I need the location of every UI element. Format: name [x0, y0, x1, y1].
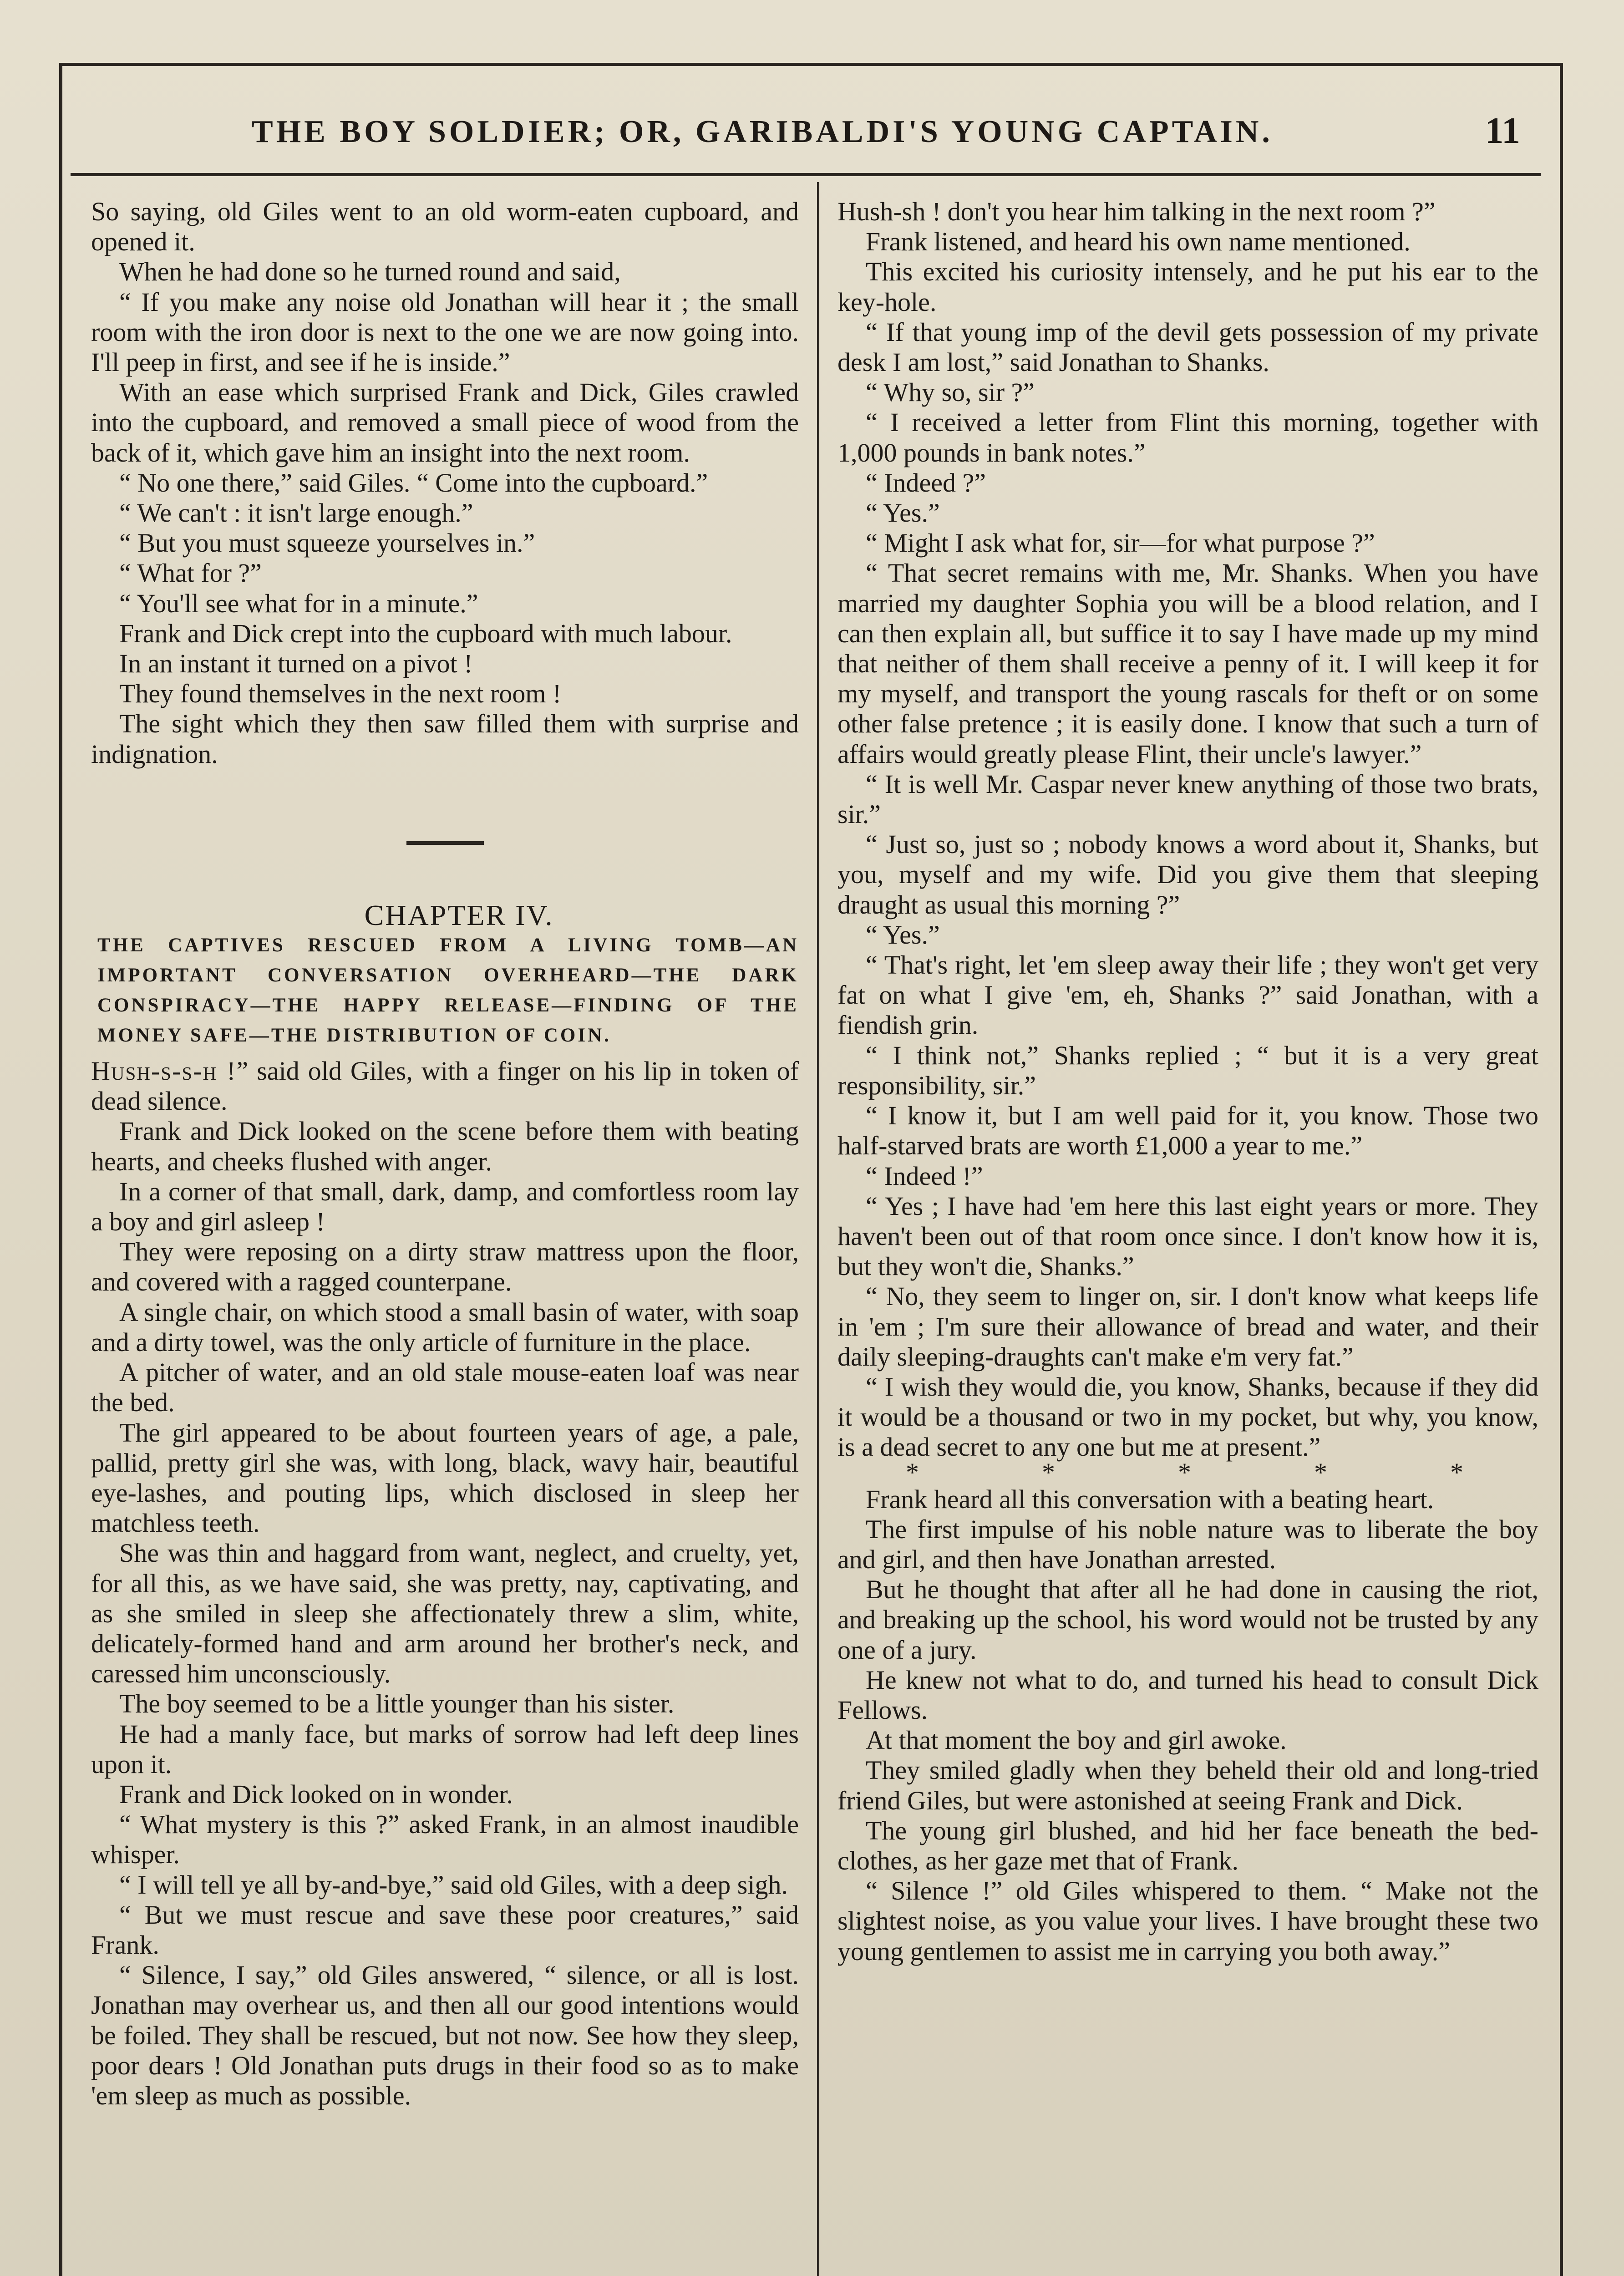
running-title: THE BOY SOLDIER; OR, GARIBALDI'S YOUNG CAPTAIN.: [252, 114, 1273, 149]
paragraph: The girl appeared to be about fourteen years of age, a pale, pallid, pretty girl she was, with long, black, wavy hair, beautiful eye-lashes, and pouting lips, which disclosed in sleep her matchless teeth.: [91, 1417, 799, 1538]
asterisk: *: [1178, 1457, 1191, 1487]
paragraph: “ But we must rescue and save these poor creatures,” said Frank.: [91, 1900, 799, 1960]
paragraph: The first impulse of his noble nature was to liberate the boy and girl, and then have Jonathan arrested.: [837, 1514, 1538, 1574]
column-divider: [817, 182, 819, 2276]
paragraph: In an instant it turned on a pivot !: [119, 649, 473, 679]
opening-rest: ” said old Giles, with a finger on his lip in token of dead silence.: [91, 1056, 799, 1116]
paragraph: “ Silence !” old Giles whispered to them. “ Make not the slightest noise, as you value your lives. I have brought these two young gentlemen to assist me in carrying you both away.”: [837, 1876, 1538, 1966]
header-rule: [71, 173, 1541, 176]
paragraph: He had a manly face, but marks of sorrow had left deep lines upon it.: [91, 1719, 799, 1779]
paragraph: “ If you make any noise old Jonathan will hear it ; the small room with the iron door is next to the one we are now going into. I'll peep in first, and see if he is inside.”: [91, 287, 799, 377]
paragraph: “ But you must squeeze yourselves in.”: [119, 528, 535, 558]
paragraph: “ If that young imp of the devil gets possession of my private desk I am lost,” said Jonathan to Shanks.: [837, 317, 1538, 377]
paragraph: With an ease which surprised Frank and Dick, Giles crawled into the cupboard, and removed a small piece of wood from the back of it, which gave him an insight into the next room.: [91, 377, 799, 467]
paragraph: “ No one there,” said Giles. “ Come into the cupboard.”: [119, 467, 708, 498]
paragraph: “ That's right, let 'em sleep away their life ; they won't get very fat on what I give 'em, eh, Shanks ?” said Jonathan, with a fiendish grin.: [837, 950, 1538, 1040]
paragraph: “ I wish they would die, you know, Shanks, because if they did it would be a thousand or two in my pocket, but why, you know, is a dead secret to any one but me at present.”: [837, 1372, 1538, 1462]
paragraph: Frank and Dick crept into the cupboard with much labour.: [119, 618, 732, 648]
paragraph: Frank listened, and heard his own name mentioned.: [866, 227, 1411, 257]
paragraph: “ It is well Mr. Caspar never knew anything of those two brats, sir.”: [837, 769, 1538, 829]
paragraph: “ Just so, just so ; nobody knows a word about it, Shanks, but you, myself and my wife. Did you give them that sleeping draught as usual this morning ?”: [837, 829, 1538, 920]
paragraph: But he thought that after all he had done in causing the riot, and breaking up the school, his word would not be trusted by any one of a jury.: [837, 1575, 1538, 1665]
asterisk: *: [1314, 1457, 1327, 1487]
paragraph: Frank heard all this conversation with a beating heart.: [866, 1484, 1434, 1514]
paragraph: “ Yes.”: [866, 920, 940, 950]
asterisk: *: [1450, 1457, 1463, 1487]
chapter-heading: CHAPTER IV.: [364, 899, 554, 931]
paragraph: “ I will tell ye all by-and-bye,” said old Giles, with a deep sigh.: [119, 1870, 788, 1900]
page-number: 11: [1485, 110, 1520, 151]
paragraph: So saying, old Giles went to an old worm-eaten cupboard, and opened it.: [91, 197, 799, 257]
paragraph: “ Indeed ?”: [866, 467, 986, 498]
paragraph: The young girl blushed, and hid her face beneath the bed-clothes, as her gaze met that of Frank.: [837, 1815, 1538, 1875]
paragraph: “ I know it, but I am well paid for it, you know. Those two half-starved brats are worth £1,000 a year to me.”: [837, 1101, 1538, 1161]
chapter-opening-paragraph: [91, 1056, 799, 1116]
paragraph: A single chair, on which stood a small basin of water, with soap and a dirty towel, was the only article of furniture in the place.: [91, 1297, 799, 1357]
left-column: [91, 197, 799, 2111]
paragraph: The sight which they then saw filled them with surprise and indignation.: [91, 709, 799, 769]
paragraph: They smiled gladly when they beheld their old and long-tried friend Giles, but were astonished at seeing Frank and Dick.: [837, 1755, 1538, 1815]
paragraph: At that moment the boy and girl awoke.: [866, 1725, 1287, 1755]
paragraph: “ I received a letter from Flint this morning, together with 1,000 pounds in bank notes.”: [837, 407, 1538, 467]
paragraph: “ What for ?”: [119, 558, 262, 588]
asterisk: *: [906, 1457, 919, 1487]
paragraph: “ You'll see what for in a minute.”: [119, 588, 478, 618]
paragraph: This excited his curiosity intensely, and he put his ear to the key-hole.: [837, 257, 1538, 317]
paragraph: Hush-sh ! don't you hear him talking in the next room ?”: [837, 197, 1436, 226]
chapter-summary: THE CAPTIVES RESCUED FROM A LIVING TOMB—AN IMPORTANT CONVERSATION OVERHEARD—THE DARK CONSPIRACY—THE HAPPY RELEASE—FINDING OF THE MONEY SAFE—THE DISTRIBUTION OF COIN.: [97, 935, 799, 1047]
opening-word: Hush-s-s-h !: [91, 1056, 237, 1086]
paragraph: Frank and Dick looked on the scene before them with beating hearts, and cheeks flushed with anger.: [91, 1116, 799, 1176]
right-column: [837, 197, 1538, 1966]
paragraph: “ Yes.”: [866, 498, 940, 528]
section-separator: [406, 841, 484, 845]
running-header: [91, 105, 1538, 159]
paragraph: They found themselves in the next room !: [119, 679, 562, 709]
paragraph: He knew not what to do, and turned his head to consult Dick Fellows.: [837, 1665, 1538, 1725]
paragraph: A pitcher of water, and an old stale mouse-eaten loaf was near the bed.: [91, 1357, 799, 1417]
asterism: [837, 1457, 1538, 1487]
paragraph: “ Might I ask what for, sir—for what purpose ?”: [866, 528, 1375, 558]
paragraph: “ Silence, I say,” old Giles answered, “ silence, or all is lost. Jonathan may overhear us, and then all our good intentions would be foiled. They shall be rescued, but not now. See how they sleep, poor dears ! Old Jonathan puts drugs in their food so as to make 'em sleep as much as possible.: [91, 1960, 799, 2110]
paragraph: “ Indeed !”: [866, 1161, 983, 1191]
paragraph: “ No, they seem to linger on, sir. I don't know what keeps life in 'em ; I'm sure their allowance of bread and water, and their daily sleeping-draughts can't make e'm very fat.”: [837, 1281, 1538, 1372]
paragraph: “ What mystery is this ?” asked Frank, in an almost inaudible whisper.: [91, 1809, 799, 1870]
asterisk: *: [1042, 1457, 1055, 1487]
paragraph: They were reposing on a dirty straw mattress upon the floor, and covered with a ragged counterpane.: [91, 1237, 799, 1297]
paragraph: “ Yes ; I have had 'em here this last eight years or more. They haven't been out of that room once since. I don't know how it is, but they won't die, Shanks.”: [837, 1191, 1538, 1281]
paragraph: “ Why so, sir ?”: [866, 377, 1035, 407]
paragraph: “ I think not,” Shanks replied ; “ but it is a very great responsibility, sir.”: [837, 1040, 1538, 1100]
paragraph: “ That secret remains with me, Mr. Shanks. When you have married my daughter Sophia you will be a blood relation, and I can then explain all, but suffice it to say I have made up my mind that neither of them shall receive a penny of it. I will keep it for my myself, and transport the young rascals for theft or on some other false pretence ; it is easily done. I know that such a turn of affairs would greatly please Flint, their uncle's lawyer.”: [837, 558, 1538, 769]
paragraph: The boy seemed to be a little younger than his sister.: [119, 1689, 675, 1719]
paragraph: Frank and Dick looked on in wonder.: [119, 1779, 513, 1809]
paragraph: She was thin and haggard from want, neglect, and cruelty, yet, for all this, as we have said, she was pretty, nay, captivating, and as she smiled in sleep she affectionately threw a slim, white, delicately-formed hand and arm around her brother's neck, and caressed him unconsciously.: [91, 1538, 799, 1689]
paragraph: When he had done so he turned round and said,: [119, 257, 621, 287]
paragraph: “ We can't : it isn't large enough.”: [119, 498, 473, 528]
paragraph: In a corner of that small, dark, damp, and comfortless room lay a boy and girl asleep !: [91, 1176, 799, 1237]
